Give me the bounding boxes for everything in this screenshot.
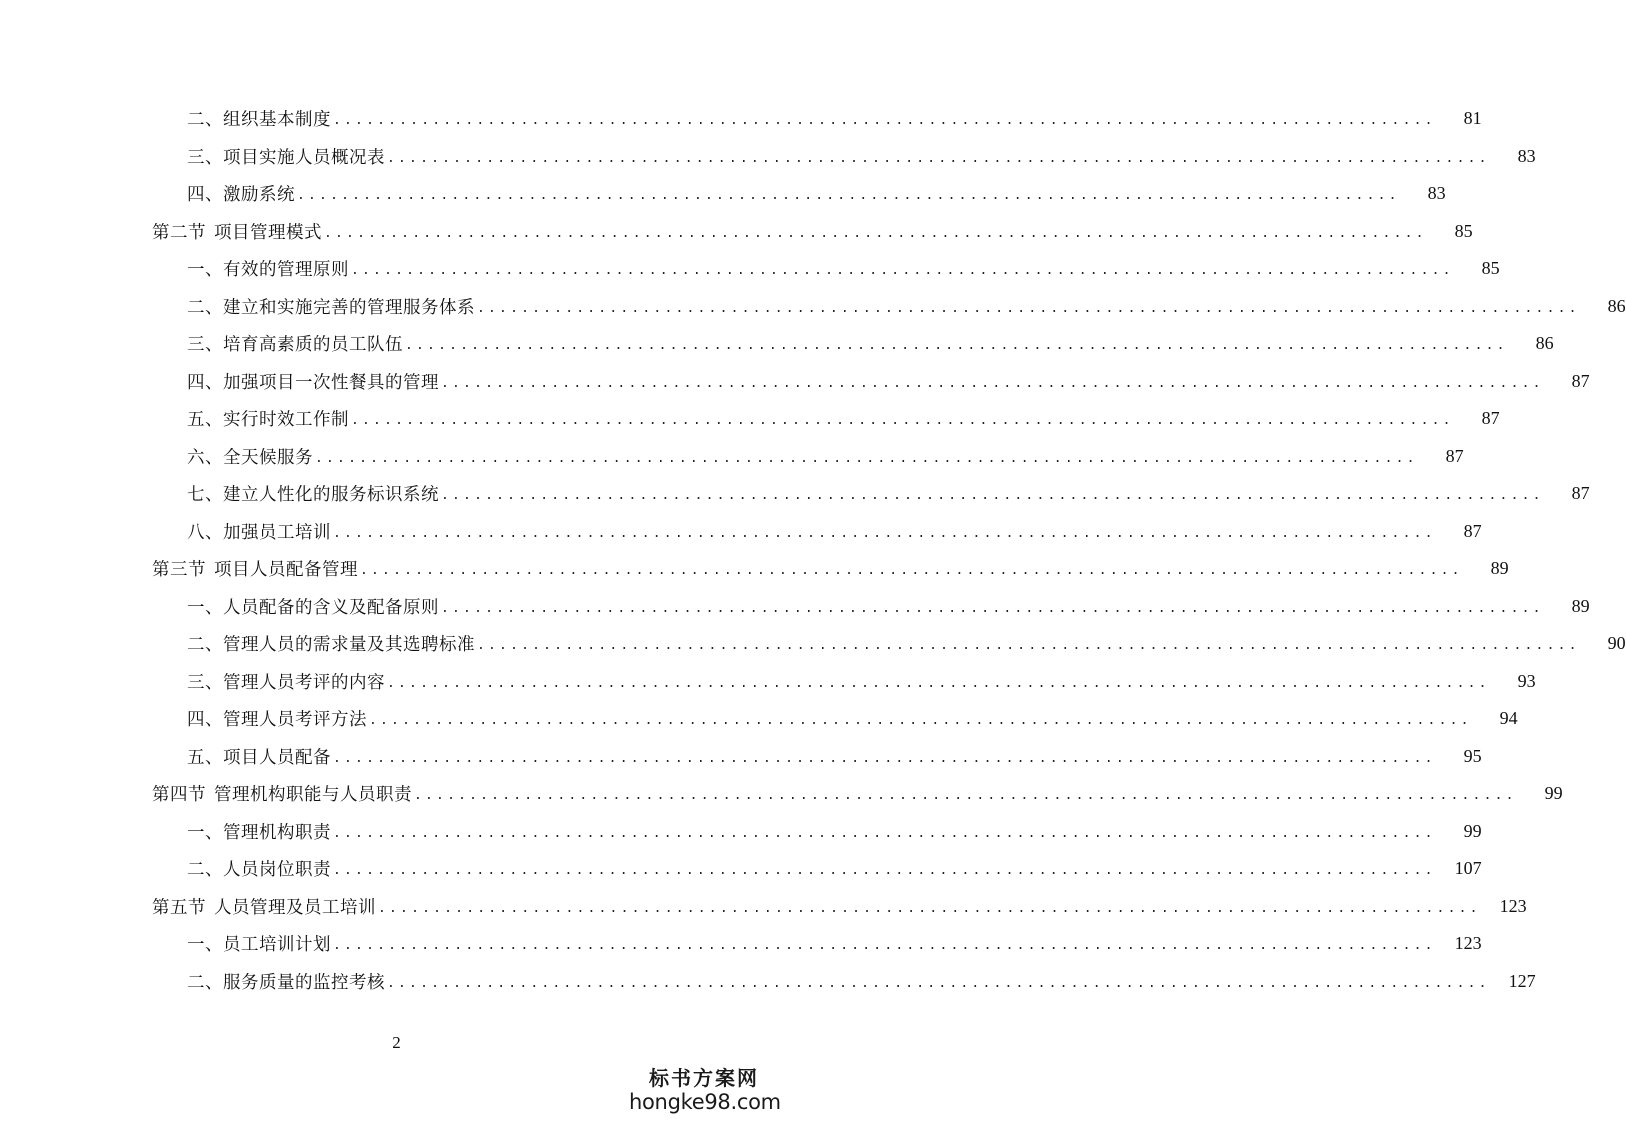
toc-item-entry[interactable] bbox=[0, 325, 1554, 363]
toc-entry-title: 项目管理模式 bbox=[214, 222, 322, 243]
toc-entry-number: 二、 bbox=[187, 297, 223, 318]
toc-item-entry[interactable] bbox=[0, 513, 1482, 551]
toc-entry-label bbox=[152, 556, 358, 581]
toc-entry-title: 管理机构职责 bbox=[223, 822, 331, 843]
toc-entry-number: 三、 bbox=[187, 672, 223, 693]
toc-entry-page: 83 bbox=[1517, 145, 1536, 166]
toc-entry-page: 89 bbox=[1571, 595, 1590, 616]
toc-entry-label bbox=[152, 219, 322, 244]
toc-dot-leader: .................................................................................................... bbox=[414, 788, 1517, 804]
toc-entry-title: 人员岗位职责 bbox=[223, 860, 331, 881]
toc-dot-leader: .................................................................................................... bbox=[369, 713, 1472, 729]
toc-item-entry[interactable] bbox=[0, 588, 1590, 626]
toc-entry-number: 五、 bbox=[187, 410, 223, 431]
toc-entry-label bbox=[187, 519, 331, 544]
toc-entry-number: 第二节 bbox=[152, 222, 206, 243]
toc-entry-number: 第三节 bbox=[152, 560, 206, 581]
toc-entry-number: 一、 bbox=[187, 935, 223, 956]
toc-entry-page: 87 bbox=[1445, 445, 1464, 466]
toc-dot-leader: .................................................................................................... bbox=[333, 750, 1436, 766]
toc-entry-title: 全天候服务 bbox=[223, 447, 313, 468]
toc-entry-title: 激励系统 bbox=[223, 185, 295, 206]
toc-dot-leader: .................................................................................................... bbox=[387, 675, 1490, 691]
toc-entry-page: 85 bbox=[1481, 258, 1500, 279]
toc-entry-number: 一、 bbox=[187, 597, 223, 618]
toc-entry-number: 三、 bbox=[187, 335, 223, 356]
toc-dot-leader: .................................................................................................... bbox=[333, 825, 1436, 841]
toc-entry-label bbox=[187, 294, 475, 319]
toc-entry-number: 第四节 bbox=[152, 785, 206, 806]
toc-item-entry[interactable] bbox=[0, 625, 1626, 663]
toc-entry-number: 一、 bbox=[187, 260, 223, 281]
toc-dot-leader: .................................................................................................... bbox=[333, 525, 1436, 541]
toc-entry-title: 加强项目一次性餐具的管理 bbox=[223, 372, 439, 393]
toc-section-entry[interactable] bbox=[0, 550, 1509, 588]
toc-item-entry[interactable] bbox=[0, 288, 1626, 326]
toc-entry-page: 95 bbox=[1463, 745, 1482, 766]
toc-entry-label bbox=[187, 144, 385, 169]
toc-entry-page: 94 bbox=[1499, 708, 1518, 729]
toc-entry-title: 管理人员的需求量及其选聘标准 bbox=[223, 635, 475, 656]
toc-entry-title: 管理机构职能与人员职责 bbox=[214, 785, 412, 806]
toc-entry-label bbox=[187, 444, 313, 469]
toc-section-entry[interactable] bbox=[0, 213, 1473, 251]
page-number: 2 bbox=[392, 1033, 401, 1052]
toc-entry-label bbox=[187, 819, 331, 844]
toc-dot-leader: .................................................................................................... bbox=[360, 563, 1463, 579]
toc-item-entry[interactable] bbox=[0, 963, 1536, 1001]
toc-dot-leader: .................................................................................................... bbox=[324, 225, 1427, 241]
toc-item-entry[interactable] bbox=[0, 175, 1446, 213]
toc-entry-number: 一、 bbox=[187, 822, 223, 843]
toc-dot-leader: .................................................................................................... bbox=[477, 638, 1580, 654]
toc-entry-page: 123 bbox=[1454, 933, 1482, 954]
toc-item-entry[interactable] bbox=[0, 700, 1518, 738]
toc-dot-leader: .................................................................................................... bbox=[378, 900, 1481, 916]
toc-entry-number: 七、 bbox=[187, 485, 223, 506]
toc-item-entry[interactable] bbox=[0, 475, 1590, 513]
toc-entry-label bbox=[187, 106, 331, 131]
toc-entry-title: 项目人员配备管理 bbox=[214, 560, 358, 581]
toc-entry-title: 实行时效工作制 bbox=[223, 410, 349, 431]
toc-item-entry[interactable] bbox=[0, 100, 1482, 138]
toc-entry-label bbox=[187, 594, 439, 619]
toc-entry-page: 83 bbox=[1427, 183, 1446, 204]
toc-entry-page: 99 bbox=[1544, 783, 1563, 804]
toc-entry-title: 加强员工培训 bbox=[223, 522, 331, 543]
toc-entry-title: 管理人员考评方法 bbox=[223, 710, 367, 731]
toc-entry-label bbox=[187, 331, 403, 356]
toc-entry-label bbox=[187, 744, 331, 769]
toc-entry-title: 人员管理及员工培训 bbox=[214, 897, 376, 918]
toc-item-entry[interactable] bbox=[0, 925, 1482, 963]
toc-item-entry[interactable] bbox=[0, 813, 1482, 851]
toc-item-entry[interactable] bbox=[0, 850, 1482, 888]
toc-entry-number: 二、 bbox=[187, 110, 223, 131]
toc-item-entry[interactable] bbox=[0, 250, 1500, 288]
toc-entry-title: 组织基本制度 bbox=[223, 110, 331, 131]
toc-item-entry[interactable] bbox=[0, 738, 1482, 776]
toc-entry-title: 建立和实施完善的管理服务体系 bbox=[223, 297, 475, 318]
toc-item-entry[interactable] bbox=[0, 400, 1500, 438]
toc-entry-page: 90 bbox=[1607, 633, 1626, 654]
toc-dot-leader: .................................................................................................... bbox=[387, 150, 1490, 166]
toc-entry-number: 二、 bbox=[187, 635, 223, 656]
toc-item-entry[interactable] bbox=[0, 138, 1536, 176]
toc-entry-page: 87 bbox=[1571, 483, 1590, 504]
toc-entry-number: 二、 bbox=[187, 860, 223, 881]
toc-entry-number: 二、 bbox=[187, 972, 223, 993]
toc-entry-number: 六、 bbox=[187, 447, 223, 468]
toc-dot-leader: .................................................................................................... bbox=[351, 413, 1454, 429]
toc-entry-label bbox=[152, 894, 376, 919]
toc-entry-label bbox=[187, 181, 295, 206]
toc-dot-leader: .................................................................................................... bbox=[441, 488, 1544, 504]
toc-entry-title: 人员配备的含义及配备原则 bbox=[223, 597, 439, 618]
toc-entry-label bbox=[187, 669, 385, 694]
toc-dot-leader: .................................................................................................... bbox=[351, 263, 1454, 279]
toc-entry-page: 86 bbox=[1607, 295, 1626, 316]
toc-entry-page: 127 bbox=[1508, 970, 1536, 991]
toc-entry-page: 107 bbox=[1454, 858, 1482, 879]
toc-dot-leader: .................................................................................................... bbox=[477, 300, 1580, 316]
toc-entry-page: 87 bbox=[1481, 408, 1500, 429]
toc-entry-title: 项目人员配备 bbox=[223, 747, 331, 768]
watermark-url: hongke98.com bbox=[629, 1090, 781, 1114]
watermark-name: 标书方案网 bbox=[649, 1066, 759, 1090]
toc-dot-leader: .................................................................................................... bbox=[441, 600, 1544, 616]
toc-section-entry[interactable] bbox=[0, 888, 1527, 926]
toc-entry-number: 八、 bbox=[187, 522, 223, 543]
toc-section-entry[interactable] bbox=[0, 775, 1563, 813]
toc-item-entry[interactable] bbox=[0, 363, 1590, 401]
toc-entry-label bbox=[187, 969, 385, 994]
toc-dot-leader: .................................................................................................... bbox=[387, 975, 1490, 991]
toc-entry-page: 93 bbox=[1517, 670, 1536, 691]
toc-entry-label bbox=[187, 481, 439, 506]
toc-entry-number: 四、 bbox=[187, 185, 223, 206]
toc-entry-label bbox=[187, 931, 331, 956]
toc-entry-number: 五、 bbox=[187, 747, 223, 768]
toc-entry-page: 86 bbox=[1535, 333, 1554, 354]
toc-entry-title: 管理人员考评的内容 bbox=[223, 672, 385, 693]
toc-entry-number: 四、 bbox=[187, 710, 223, 731]
toc-item-entry[interactable] bbox=[0, 663, 1536, 701]
toc-entry-label bbox=[187, 631, 475, 656]
toc-entry-number: 三、 bbox=[187, 147, 223, 168]
toc-entry-title: 建立人性化的服务标识系统 bbox=[223, 485, 439, 506]
toc-entry-label bbox=[152, 781, 412, 806]
toc-entry-label bbox=[187, 856, 331, 881]
toc-entry-page: 85 bbox=[1454, 220, 1473, 241]
toc-entry-page: 99 bbox=[1463, 820, 1482, 841]
toc-dot-leader: .................................................................................................... bbox=[333, 863, 1436, 879]
toc-entry-title: 员工培训计划 bbox=[223, 935, 331, 956]
toc-entry-page: 89 bbox=[1490, 558, 1509, 579]
toc-entry-page: 81 bbox=[1463, 108, 1482, 129]
toc-entry-title: 有效的管理原则 bbox=[223, 260, 349, 281]
toc-entry-number: 第五节 bbox=[152, 897, 206, 918]
toc-item-entry[interactable] bbox=[0, 438, 1464, 476]
toc-entry-title: 服务质量的监控考核 bbox=[223, 972, 385, 993]
toc-entry-label bbox=[187, 256, 349, 281]
toc-entry-label bbox=[187, 706, 367, 731]
toc-entry-label bbox=[187, 369, 439, 394]
toc-entry-page: 123 bbox=[1499, 895, 1527, 916]
toc-entry-title: 项目实施人员概况表 bbox=[223, 147, 385, 168]
toc-entry-page: 87 bbox=[1463, 520, 1482, 541]
toc-dot-leader: .................................................................................................... bbox=[441, 375, 1544, 391]
toc-entry-page: 87 bbox=[1571, 370, 1590, 391]
table-of-contents bbox=[0, 100, 1626, 1000]
toc-entry-number: 四、 bbox=[187, 372, 223, 393]
toc-entry-label bbox=[187, 406, 349, 431]
toc-entry-title: 培育高素质的员工队伍 bbox=[223, 335, 403, 356]
toc-dot-leader: .................................................................................................... bbox=[333, 113, 1436, 129]
toc-dot-leader: .................................................................................................... bbox=[333, 938, 1436, 954]
toc-dot-leader: .................................................................................................... bbox=[315, 450, 1418, 466]
toc-dot-leader: .................................................................................................... bbox=[405, 338, 1508, 354]
site-watermark bbox=[629, 1066, 779, 1114]
toc-dot-leader: .................................................................................................... bbox=[297, 188, 1400, 204]
